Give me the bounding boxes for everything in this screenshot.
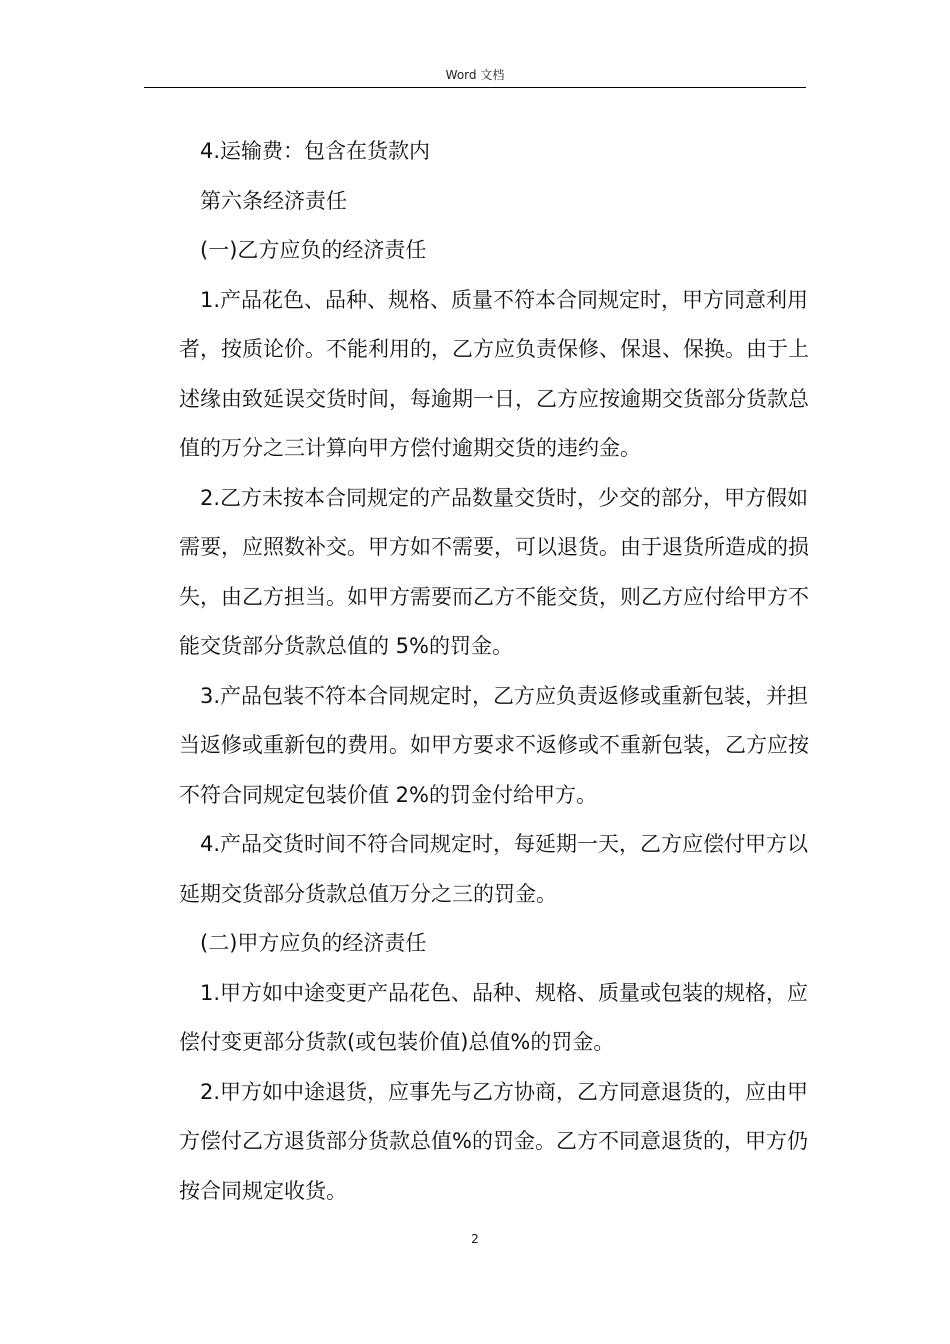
paragraph-transport-fee: 4.运输费：包含在货款内: [200, 139, 431, 163]
paragraph-party-b-item-3: 3.产品包装不符本合同规定时，乙方应负责返修或重新包装，并担当返修或重新包的费用。如甲方要求不返修或不重新包装，乙方应按不符合同规定包装价值 2%的罚金付给甲方。: [179, 683, 809, 807]
paragraph-party-b-heading: (一)乙方应负的经济责任: [200, 238, 427, 262]
paragraph-party-a-item-1: 1.甲方如中途变更产品花色、品种、规格、质量或包装的规格，应偿付变更部分货款(或包装价值)总值%的罚金。: [179, 980, 809, 1054]
paragraph-article-six-title: 第六条经济责任: [200, 188, 347, 213]
document-body: [179, 127, 809, 1216]
paragraph-party-a-heading: (二)甲方应负的经济责任: [200, 931, 427, 955]
page-header-title: Word 文档: [445, 68, 505, 82]
header-divider: [144, 87, 806, 88]
paragraph-party-b-item-2: 2.乙方未按本合同规定的产品数量交货时，少交的部分，甲方假如需要，应照数补交。甲方如不需要，可以退货。由于退货所造成的损失，由乙方担当。如甲方需要而乙方不能交货，则乙方应付给甲方不能交货部分货款总值的 5%的罚金。: [179, 485, 809, 658]
page-number: 2: [471, 1232, 479, 1246]
paragraph-party-b-item-4: 4.产品交货时间不符合同规定时，每延期一天，乙方应偿付甲方以延期交货部分货款总值万分之三的罚金。: [179, 832, 809, 906]
paragraph-party-a-item-2: 2.甲方如中途退货，应事先与乙方协商，乙方同意退货的，应由甲方偿付乙方退货部分货款总值%的罚金。乙方不同意退货的，甲方仍按合同规定收货。: [179, 1079, 809, 1203]
paragraph-party-b-item-1: 1.产品花色、品种、规格、质量不符本合同规定时，甲方同意利用者，按质论价。不能利用的，乙方应负责保修、保退、保换。由于上述缘由致延误交货时间，每逾期一日，乙方应按逾期交货部分货款总值的万分之三计算向甲方偿付逾期交货的违约金。: [179, 287, 809, 460]
